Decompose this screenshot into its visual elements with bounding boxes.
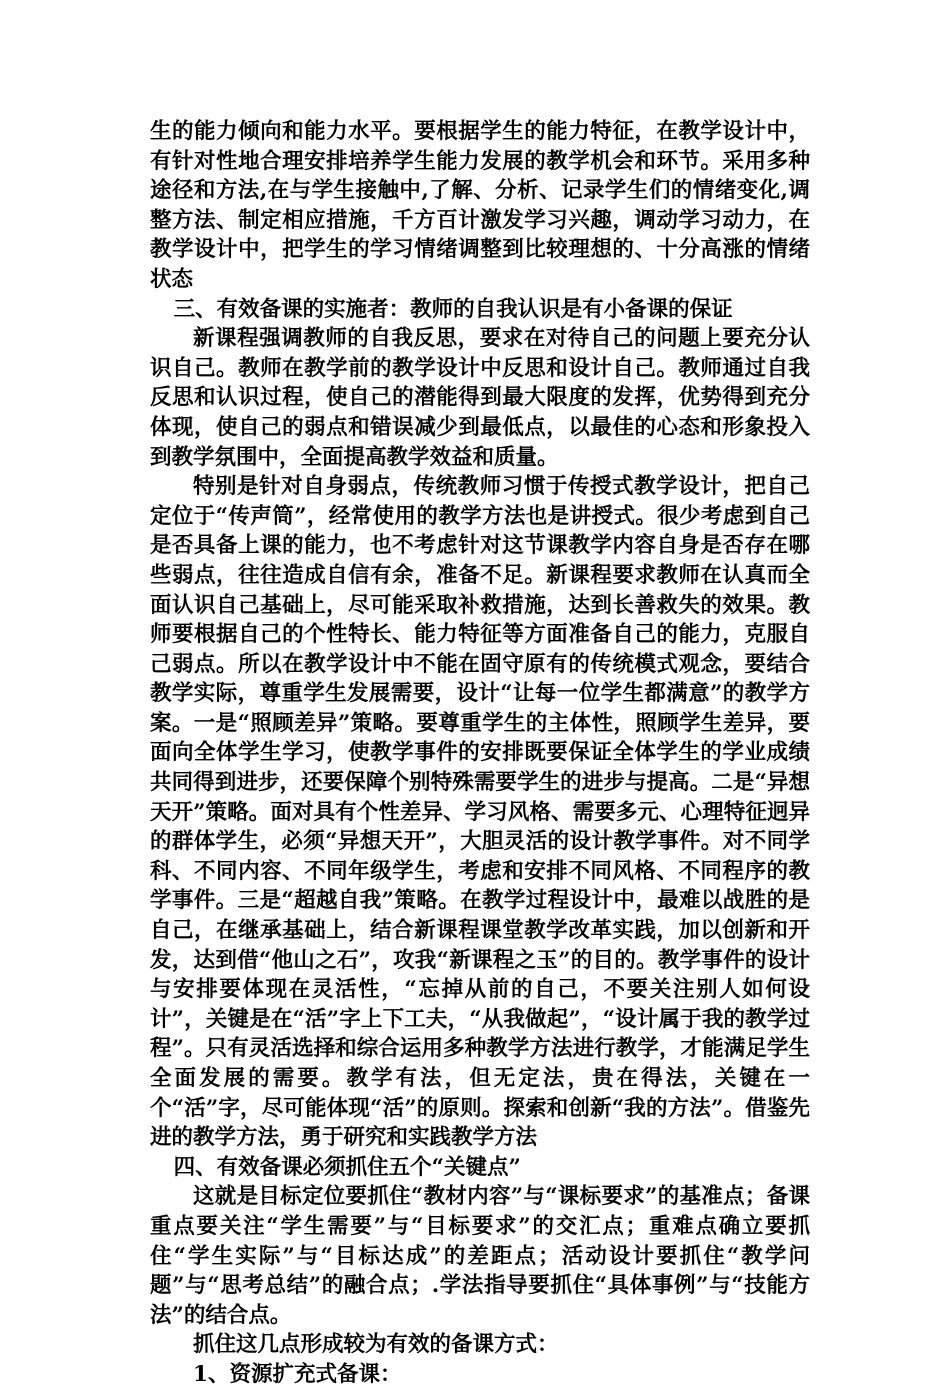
paragraph-strategies: 特别是针对自身弱点，传统教师习惯于传授式教学设计，把自己定位于“传声筒”，经常使用的教学方法也是讲授式。很少考虑到自己是否具备上课的能力，也不考虑针对这节课教学内容自身是否存在哪些弱点，往往造成自信有余，准备不足。新课程要求教师在认真而全面认识自己基础上，尽可能采取补救措施，达到长善救失的效果。教师要根据自己的个性特长、能力特征等方面准备自己的能力，克服自己弱点。所以在教学设计中不能在固守原有的传统模式观念，要结合教学实际，尊重学生发展需要，设计“让每一位学生都满意”的教学方案。一是“照顾差异”策略。要尊重学生的主体性，照顾学生差异，要面向全体学生学习，使教学事件的安排既要保证全体学生的学业成绩共同得到进步，还要保障个别特殊需要学生的进步与提高。二是“异想天开”策略。面对具有个性差异、学习风格、需要多元、心理特征迥异的群体学生，必须“异想天开”，大胆灵活的设计教学事件。对不同学科、不同内容、不同年级学生，考虑和安排不同风格、不同程序的教学事件。三是“超越自我”策略。在教学过程设计中，最难以战胜的是自己，在继承基础上，结合新课程课堂教学改革实践，加以创新和开发，达到借“他山之石”，攻我“新课程之玉”的目的。教学事件的设计与安排要体现在灵活性，“忘掉从前的自己，不要关注别人如何设计”，关键是在“活”字上下工夫，“从我做起”，“设计属于我的教学过程”。只有灵活选择和综合运用多种教学方法进行教学，才能满足学生全面发展的需要。教学有法，但无定法，贵在得法，关键在一个“活”字，尽可能体现“活”的原则。探索和创新“我的方法”。借鉴先进的教学方法，勇于研究和实践教学方法	[150, 474, 810, 1151]
section-heading-4: 四、有效备课必须抓住五个“关键点”	[173, 1154, 521, 1180]
paragraph-continuation: 生的能力倾向和能力水平。要根据学生的能力特征，在教学设计中，有针对性地合理安排培养学生能力发展的教学机会和环节。采用多种途径和方法,在与学生接触中,了解、分析、记录学生们的情绪变化,调整方法、制定相应措施，千方百计激发学习兴趣，调动学习动力，在教学设计中，把学生的学习情绪调整到比较理想的、十分高涨的情绪状态	[150, 119, 810, 292]
paragraph-lesson-methods: 抓住这几点形成较为有效的备课方式：	[193, 1332, 559, 1358]
section-heading-3: 三、有效备课的实施者：教师的自我认识是有小备课的保证	[173, 296, 733, 322]
subheading-resource-expansion: 1、资源扩充式备课：	[193, 1361, 402, 1387]
paragraph-key-points: 这就是目标定位要抓住“教材内容”与“课标要求”的基准点；备课重点要关注“学生需要”与“目标要求”的交汇点；重难点确立要抓住“学生实际”与“目标达成”的差距点；活动设计要抓住“教学问题”与“思考总结”的融合点；.学法指导要抓住“具体事例”与“技能方法”的结合点。	[150, 1184, 810, 1328]
paragraph-self-reflection: 新课程强调教师的自我反思，要求在对待自己的问题上要充分认识自己。教师在教学前的教学设计中反思和设计自己。教师通过自我反思和认识过程，使自己的潜能得到最大限度的发挥，优势得到充分体现，使自己的弱点和错误减少到最低点，以最佳的心态和形象投入到教学氛围中，全面提高教学效益和质量。	[150, 326, 810, 470]
document-page	[150, 117, 810, 1390]
